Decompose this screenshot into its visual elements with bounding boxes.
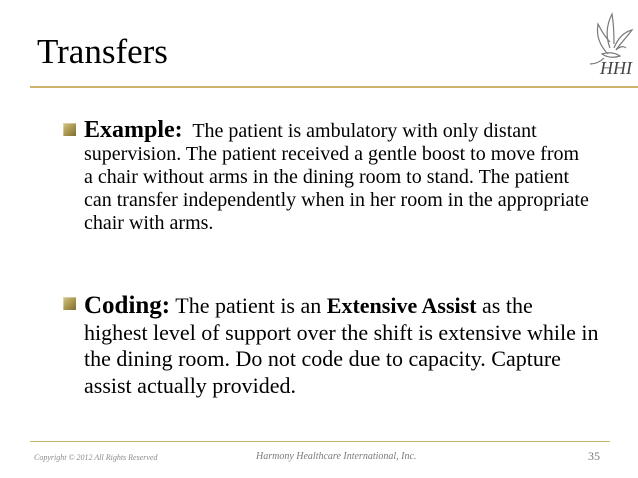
bullet-marker-icon bbox=[63, 297, 76, 310]
footer-copyright: Copyright © 2012 All Rights Reserved bbox=[34, 453, 158, 462]
bullet-emphasis: Extensive Assist bbox=[326, 293, 477, 318]
title-divider bbox=[30, 86, 638, 88]
bullet-lead: Coding: bbox=[84, 292, 171, 319]
bullet-example bbox=[84, 119, 589, 235]
bullet-text-before: The patient is an bbox=[175, 293, 322, 318]
bullet-coding bbox=[84, 293, 599, 399]
bullet-text-after: as the highest level of support over the shift is extensive while in the dining room. Do not code due to capacity. Capture assist actually provided. bbox=[84, 293, 599, 398]
bullet-marker-icon bbox=[63, 123, 76, 136]
slide-title: Transfers bbox=[37, 32, 168, 71]
bullet-text: The patient is ambulatory with only distant supervision. The patient received a gentle boost to move from a chair without arms in the dining room to stand. The patient can transfer independently when in her room in the appropriate chair with arms. bbox=[84, 120, 589, 234]
dove-logo-icon bbox=[578, 8, 634, 78]
footer-divider bbox=[30, 441, 610, 442]
page-number: 35 bbox=[588, 449, 600, 463]
bullet-lead: Example: bbox=[84, 117, 183, 143]
footer-company: Harmony Healthcare International, Inc. bbox=[256, 451, 417, 462]
hhi-dove-logo bbox=[578, 8, 634, 78]
logo-lettering: HHI bbox=[600, 58, 632, 78]
